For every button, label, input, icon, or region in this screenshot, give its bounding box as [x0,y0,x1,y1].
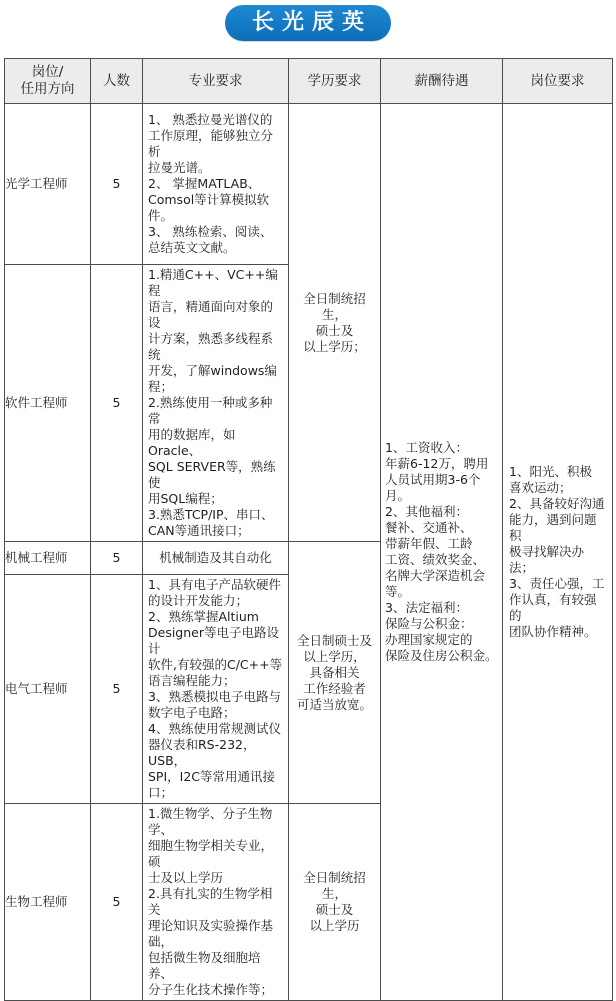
job-title-cell [5,265,91,542]
header-salary [381,59,503,104]
specialty-cell [143,104,289,265]
table-row [5,104,613,265]
education-text: 全日制统招生， 硕士及 以上学历 [303,870,366,933]
title-pill [225,5,391,41]
specialty-text: 1、具有电子产品软硬件 的设计开发能力； 2、熟练掌握Altium Designer等电子电路设计 软件,有较强的C/C++等 语言编程能力； 3、熟悉模拟电子电路与 数字电子电路； 4、熟练使用常规测试仪 器仪表和RS-232，USB， SPI，I2C等常用通讯接口； [148,577,283,800]
specialty-cell [143,575,289,804]
job-count-cell [91,542,143,575]
salary-cell [381,104,503,1001]
header-position [5,59,91,104]
job-count: 5 [112,395,121,410]
job-count-cell [91,265,143,542]
job-count: 5 [112,894,121,909]
job-title-cell [5,575,91,804]
requirements-text: 1、阳光、积极 喜欢运动； 2、具备较好沟通 能力，遇到问题积 极寻找解决办法； 3、责任心强，工 作认真，有较强的 团队协作精神。 [509,464,605,639]
header-salary-label: 薪酬待遇 [414,72,469,89]
job-count-cell [91,575,143,804]
specialty-text: 1.微生物学、分子生物学、 细胞生物学相关专业，硕 士及以上学历 2.具有扎实的生物学相关 理论知识及实验操作基础， 包括微生物及细胞培养、 分子生化技术操作等； [148,806,274,997]
job-title: 光学工程师 [5,176,68,191]
header-requirements-label: 岗位要求 [530,72,585,89]
job-title: 生物工程师 [5,894,68,909]
education-cell [289,542,381,804]
job-count: 5 [112,681,121,696]
specialty-cell [143,265,289,542]
specialty-text: 1、 熟悉拉曼光谱仪的 工作原理，能够独立分析 拉曼光谱。 2、 掌握MATLAB、 Comsol等计算模拟软件。 3、 熟练检索、阅读、 总结英文文献。 [148,112,274,255]
salary-text: 1、工资收入： 年薪6-12万，聘用 人员试用期3-6个 月。 2、其他福利： 餐补、交通补、 带薪年假、工龄 工资、绩效奖金、 名牌大学深造机会 等。 3、法定福利： 保险与公积金： 办理国家规定的 保险及住房公积金。 [385,440,498,663]
job-title-cell [5,542,91,575]
header-count-label: 人数 [103,72,130,89]
education-cell [289,104,381,542]
table-header-row [5,59,613,104]
job-title: 机械工程师 [5,550,68,565]
job-title: 电气工程师 [5,681,68,696]
header-specialty-label: 专业要求 [188,72,243,89]
specialty-text: 1.精通C++、VC++编程 语言，精通面向对象的设 计方案，熟悉多线程系统 开发，了解windows编程； 2.熟练使用一种或多种常 用的数据库，如Oracle、 SQL SERVER等，熟练使 用SQL编程； 3.熟悉TCP/IP、串口、 CAN等通讯接口； [148,267,278,538]
header-position-label: 岗位/ 任用方向 [20,64,75,97]
requirements-cell [503,104,613,1001]
job-count-cell [91,104,143,265]
jobs-table [4,58,613,1001]
job-count: 5 [112,550,121,565]
job-title-cell [5,104,91,265]
job-title-cell [5,804,91,1001]
header-specialty [143,59,289,104]
job-count-cell [91,804,143,1001]
header-requirements [503,59,613,104]
specialty-text: 机械制造及其自动化 [159,550,272,565]
header-education [289,59,381,104]
header-count [91,59,143,104]
header-education-label: 学历要求 [307,72,362,89]
education-text: 全日制硕士及 以上学历， 具备相关 工作经验者 可适当放宽。 [296,632,372,712]
specialty-cell [143,542,289,575]
specialty-cell [143,804,289,1001]
company-title: 长光辰英 [251,10,372,35]
education-cell [289,804,381,1001]
job-count: 5 [112,176,121,191]
job-title: 软件工程师 [5,395,68,410]
title-banner [0,4,616,42]
education-text: 全日制统招生， 硕士及 以上学历； [303,290,366,354]
